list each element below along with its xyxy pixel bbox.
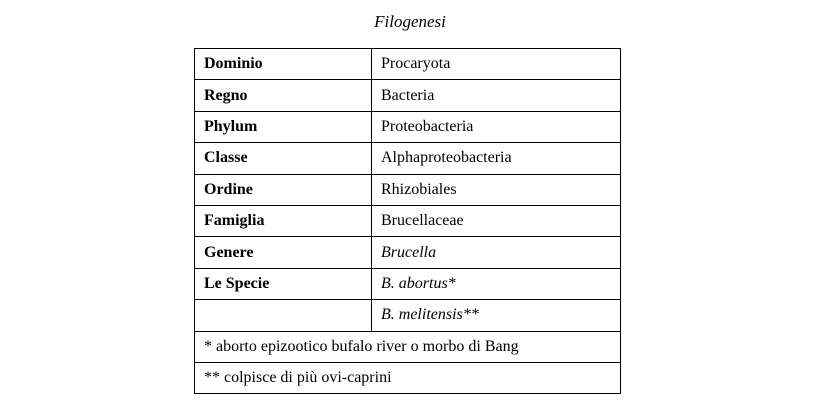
footnote-cell: * aborto epizootico bufalo river o morbo di Bang [195, 331, 621, 362]
rank-cell: Ordine [195, 174, 372, 205]
table-row [195, 268, 621, 299]
table-row [195, 237, 621, 268]
rank-cell [195, 300, 372, 331]
phylogeny-table [194, 48, 621, 394]
taxon-cell: B. melitensis** [372, 300, 621, 331]
footnote-cell: ** colpisce di più ovi-caprini [195, 362, 621, 393]
taxon-cell: Proteobacteria [372, 111, 621, 142]
table-row [195, 49, 621, 80]
taxon-cell: B. abortus* [372, 268, 621, 299]
rank-cell: Genere [195, 237, 372, 268]
taxon-cell: Alphaproteobacteria [372, 143, 621, 174]
table-row [195, 362, 621, 393]
table-row [195, 331, 621, 362]
taxon-cell: Brucella [372, 237, 621, 268]
rank-cell: Famiglia [195, 205, 372, 236]
table-row [195, 80, 621, 111]
rank-cell: Regno [195, 80, 372, 111]
table-row [195, 205, 621, 236]
table-row [195, 143, 621, 174]
rank-cell: Dominio [195, 49, 372, 80]
table-row [195, 174, 621, 205]
taxon-cell: Rhizobiales [372, 174, 621, 205]
rank-cell: Le Specie [195, 268, 372, 299]
table-row [195, 111, 621, 142]
rank-cell: Phylum [195, 111, 372, 142]
taxon-cell: Procaryota [372, 49, 621, 80]
taxon-cell: Brucellaceae [372, 205, 621, 236]
table-caption: Filogenesi [374, 12, 446, 31]
rank-cell: Classe [195, 143, 372, 174]
taxon-cell: Bacteria [372, 80, 621, 111]
table-row [195, 300, 621, 331]
